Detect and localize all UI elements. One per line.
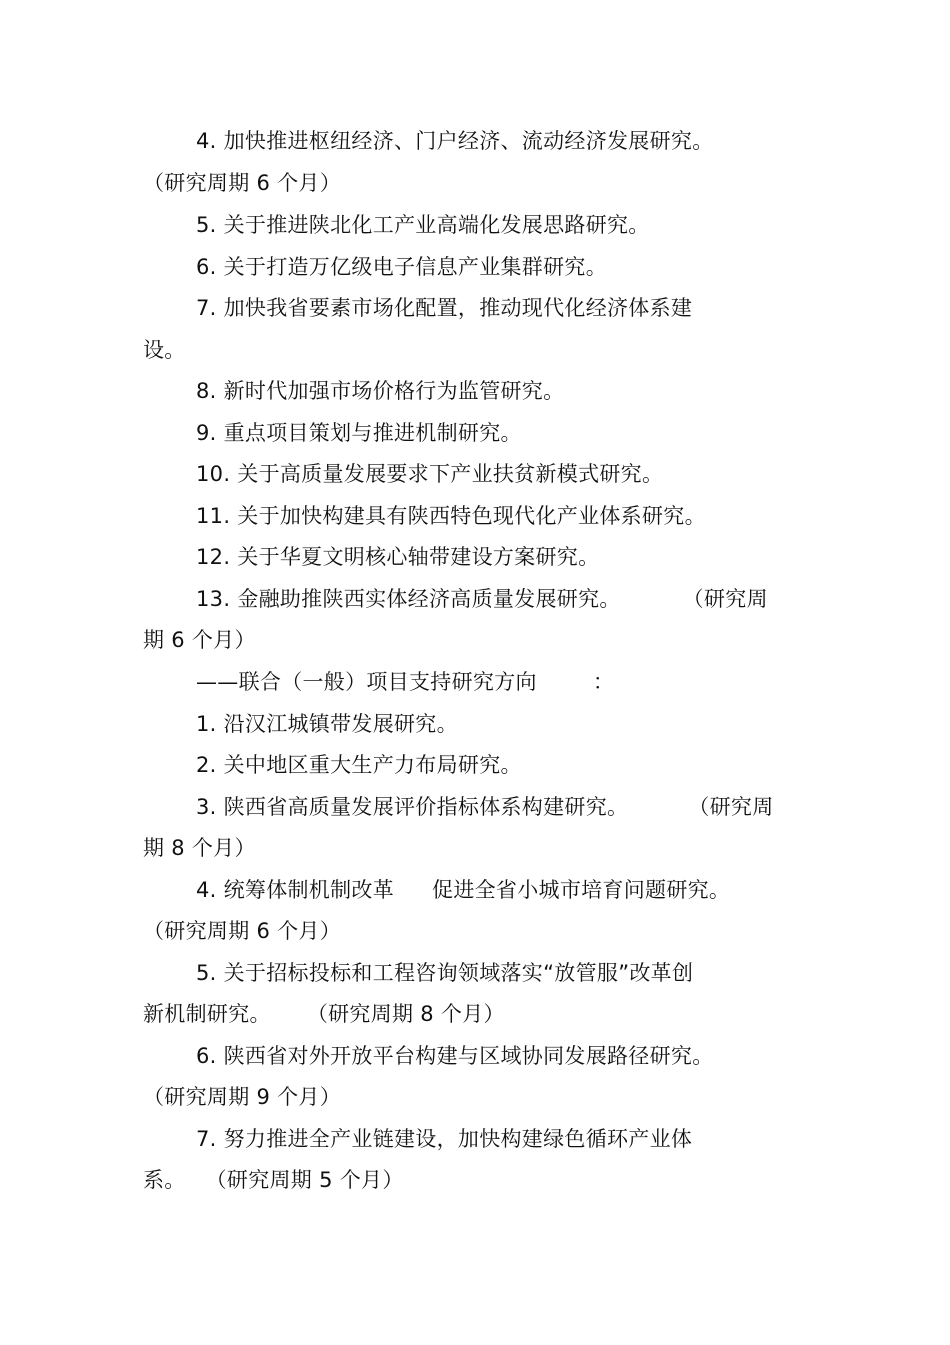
line-main-text: 系。 (143, 1168, 186, 1192)
line-main-text: 新机制研究。 (143, 1002, 271, 1026)
text-line (196, 793, 774, 821)
line-main-text: 3. 陕西省高质量发展评价指标体系构建研究。 (196, 795, 629, 819)
text-line: 6. 关于打造万亿级电子信息产业集群研究。 (196, 255, 608, 279)
text-line (196, 585, 768, 613)
line-main-text: 4. 统筹体制机制改革 (196, 878, 395, 902)
text-line: 期 6 个月） (143, 628, 256, 652)
section-heading (196, 668, 614, 696)
text-line: 12. 关于华夏文明核心轴带建设方案研究。 (196, 545, 600, 569)
text-line: 7. 努力推进全产业链建设，加快构建绿色循环产业体 (196, 1127, 693, 1151)
text-line: （研究周期 6 个月） (143, 919, 342, 943)
text-line: 期 8 个月） (143, 836, 256, 860)
text-line (143, 1000, 505, 1028)
text-line: 5. 关于招标投标和工程咨询领域落实“放管服”改革创 (196, 961, 694, 985)
text-line: 6. 陕西省对外开放平台构建与区域协同发展路径研究。 (196, 1044, 714, 1068)
text-line: 8. 新时代加强市场价格行为监管研究。 (196, 379, 565, 403)
text-line: 5. 关于推进陕北化工产业高端化发展思路研究。 (196, 213, 650, 237)
text-line: （研究周期 6 个月） (143, 171, 342, 195)
line-tail-text: 促进全省小城市培育问题研究。 (432, 878, 731, 902)
text-line: 7. 加快我省要素市场化配置，推动现代化经济体系建 (196, 296, 693, 320)
text-line (143, 1166, 404, 1194)
line-tail-text: （研究周期 8 个月） (306, 1002, 505, 1026)
text-line: 1. 沿汉江城镇带发展研究。 (196, 712, 458, 736)
line-main-text: 13. 金融助推陕西实体经济高质量发展研究。 (196, 587, 621, 611)
text-line: 10. 关于高质量发展要求下产业扶贫新模式研究。 (196, 462, 664, 486)
text-line: 设。 (143, 338, 186, 362)
text-line: 4. 加快推进枢纽经济、门户经济、流动经济发展研究。 (196, 129, 714, 153)
line-tail-text: （研究周期 5 个月） (205, 1168, 404, 1192)
line-tail-text: ： (592, 670, 615, 694)
text-line: 11. 关于加快构建具有陕西特色现代化产业体系研究。 (196, 504, 706, 528)
text-line: 2. 关中地区重大生产力布局研究。 (196, 753, 522, 777)
line-tail-text: （研究周 (682, 587, 768, 611)
text-line: （研究周期 9 个月） (143, 1085, 342, 1109)
line-main-text: ——联合（一般）项目支持研究方向 (196, 670, 537, 694)
text-line (196, 876, 730, 904)
line-tail-text: （研究周 (688, 795, 774, 819)
text-line: 9. 重点项目策划与推进机制研究。 (196, 421, 522, 445)
